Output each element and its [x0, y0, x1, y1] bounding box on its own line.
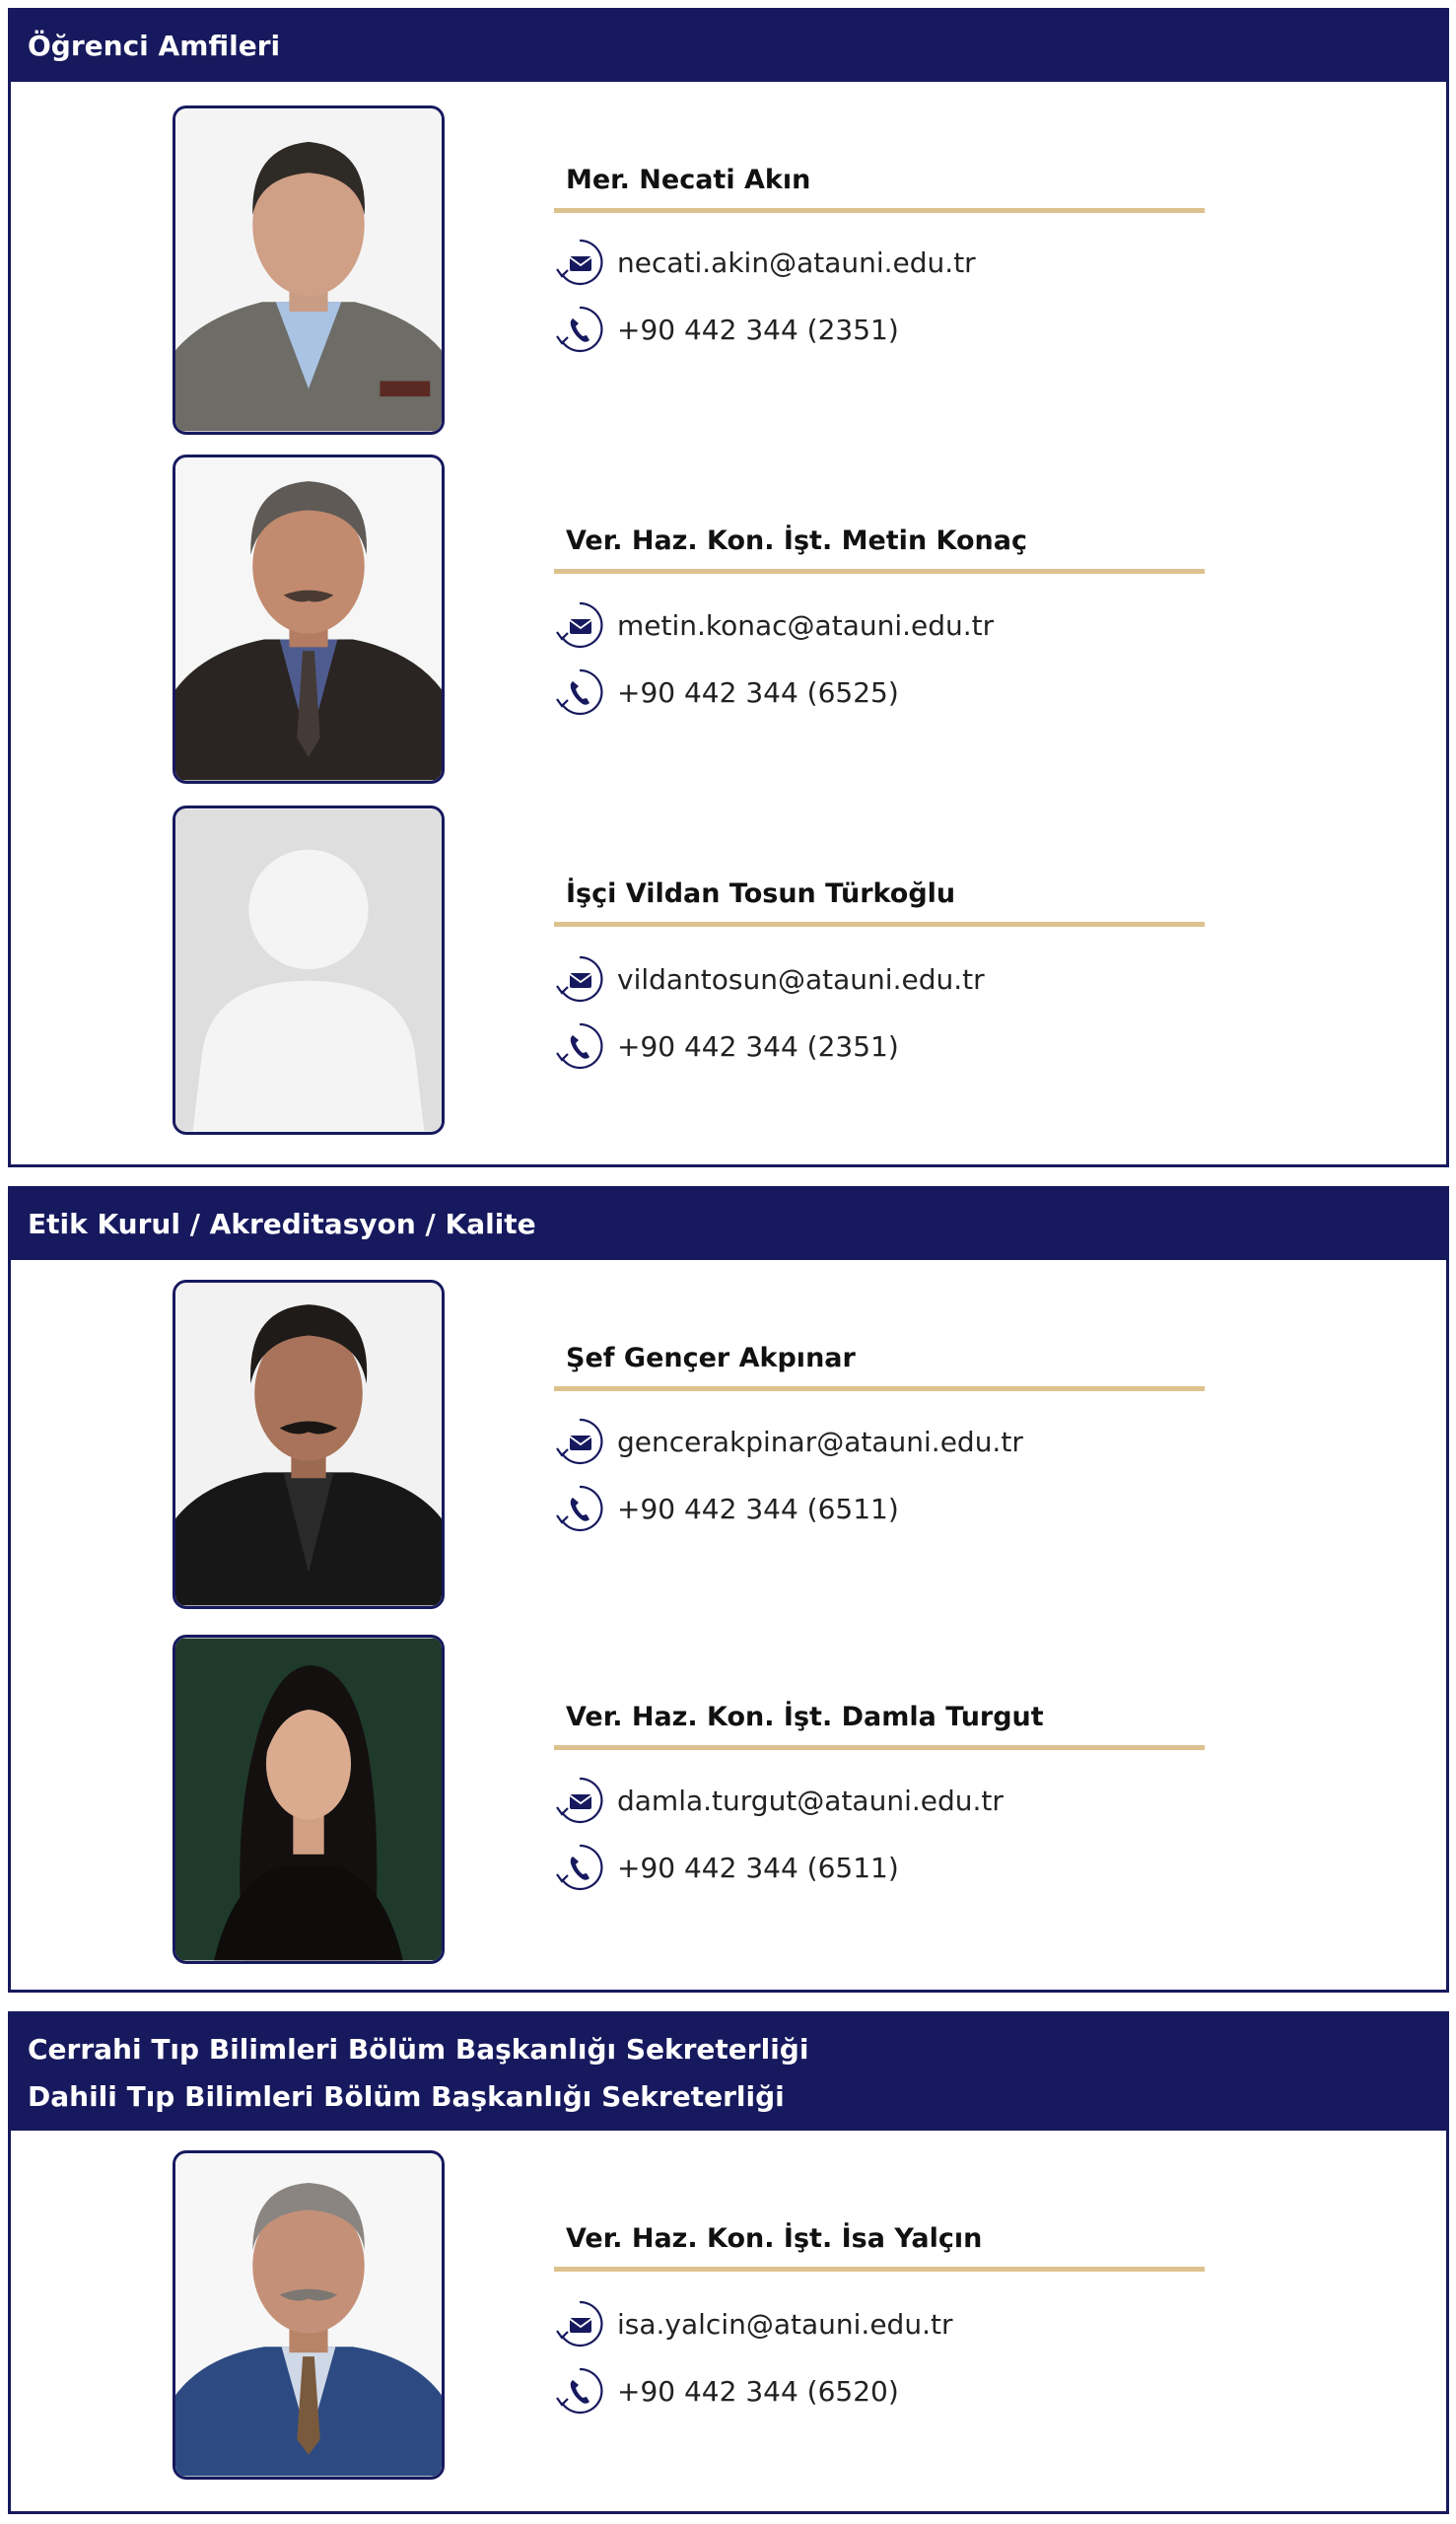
- section-header: [11, 2014, 1446, 2131]
- section-etik-kurul: [8, 1186, 1449, 1993]
- phone-icon: [554, 1842, 605, 1893]
- staff-card: [11, 2150, 1446, 2480]
- envelope-icon: [554, 599, 605, 651]
- phone-number[interactable]: +90 442 344 (6511): [617, 1492, 899, 1525]
- section-title: Etik Kurul / Akreditasyon / Kalite: [28, 1208, 536, 1240]
- portrait-image: [175, 1638, 442, 1961]
- name-underline: [554, 922, 1205, 927]
- phone-row[interactable]: [554, 666, 899, 718]
- staff-name: İşçi Vildan Tosun Türkoğlu: [566, 878, 956, 909]
- phone-number[interactable]: +90 442 344 (6525): [617, 675, 899, 709]
- email-row[interactable]: [554, 1416, 1023, 1467]
- name-underline: [554, 2267, 1205, 2272]
- staff-name: Ver. Haz. Kon. İşt. Metin Konaç: [566, 526, 1028, 556]
- portrait-image: [175, 2153, 442, 2477]
- email-row[interactable]: [554, 2298, 952, 2349]
- name-underline: [554, 208, 1205, 213]
- phone-row[interactable]: [554, 2365, 899, 2417]
- name-underline: [554, 1386, 1205, 1391]
- staff-card: [11, 806, 1446, 1135]
- email-link[interactable]: metin.konac@atauni.edu.tr: [617, 608, 995, 642]
- phone-icon: [554, 666, 605, 718]
- envelope-icon: [554, 1416, 605, 1467]
- email-row[interactable]: [554, 237, 976, 288]
- staff-card: [11, 1280, 1446, 1609]
- envelope-icon: [554, 953, 605, 1005]
- section-bolum-sekreterligi: [8, 2011, 1449, 2514]
- staff-photo: [173, 1280, 445, 1609]
- staff-name: Şef Gençer Akpınar: [566, 1343, 856, 1373]
- staff-photo: [173, 105, 445, 435]
- email-link[interactable]: vildantosun@atauni.edu.tr: [617, 962, 985, 996]
- portrait-image: [175, 457, 442, 781]
- staff-photo: [173, 806, 445, 1135]
- email-row[interactable]: [554, 1775, 1004, 1826]
- phone-number[interactable]: +90 442 344 (2351): [617, 1029, 899, 1063]
- portrait-image: [175, 108, 442, 432]
- section-header: [11, 11, 1446, 82]
- phone-number[interactable]: +90 442 344 (2351): [617, 313, 899, 346]
- name-underline: [554, 569, 1205, 574]
- phone-icon: [554, 1020, 605, 1072]
- staff-name: Ver. Haz. Kon. İşt. Damla Turgut: [566, 1702, 1044, 1732]
- placeholder-avatar-icon: [175, 808, 442, 1132]
- staff-photo: [173, 1635, 445, 1964]
- phone-icon: [554, 1483, 605, 1534]
- email-row[interactable]: [554, 953, 985, 1005]
- envelope-icon: [554, 237, 605, 288]
- phone-icon: [554, 304, 605, 355]
- email-link[interactable]: gencerakpinar@atauni.edu.tr: [617, 1425, 1023, 1458]
- section-ogrenci-amfileri: [8, 8, 1449, 1167]
- envelope-icon: [554, 2298, 605, 2349]
- email-row[interactable]: [554, 599, 994, 651]
- section-header: [11, 1189, 1446, 1260]
- staff-photo: [173, 455, 445, 784]
- envelope-icon: [554, 1775, 605, 1826]
- section-title: Cerrahi Tıp Bilimleri Bölüm Başkanlığı Sekreterliği: [28, 2033, 809, 2066]
- phone-icon: [554, 2365, 605, 2417]
- phone-row[interactable]: [554, 1483, 899, 1534]
- staff-name: Mer. Necati Akın: [566, 165, 811, 195]
- email-link[interactable]: isa.yalcin@atauni.edu.tr: [617, 2307, 953, 2341]
- email-link[interactable]: necati.akin@atauni.edu.tr: [617, 245, 976, 279]
- phone-row[interactable]: [554, 1020, 899, 1072]
- email-link[interactable]: damla.turgut@atauni.edu.tr: [617, 1784, 1004, 1817]
- phone-number[interactable]: +90 442 344 (6520): [617, 2374, 899, 2408]
- staff-name: Ver. Haz. Kon. İşt. İsa Yalçın: [566, 2223, 983, 2254]
- portrait-image: [175, 1283, 442, 1606]
- section-title: Öğrenci Amfileri: [28, 30, 281, 62]
- phone-row[interactable]: [554, 1842, 899, 1893]
- staff-photo: [173, 2150, 445, 2480]
- phone-row[interactable]: [554, 304, 899, 355]
- name-underline: [554, 1745, 1205, 1750]
- phone-number[interactable]: +90 442 344 (6511): [617, 1851, 899, 1884]
- section-title: Dahili Tıp Bilimleri Bölüm Başkanlığı Sekreterliği: [28, 2080, 785, 2113]
- staff-card: [11, 1635, 1446, 1964]
- staff-card: [11, 455, 1446, 784]
- staff-card: [11, 105, 1446, 435]
